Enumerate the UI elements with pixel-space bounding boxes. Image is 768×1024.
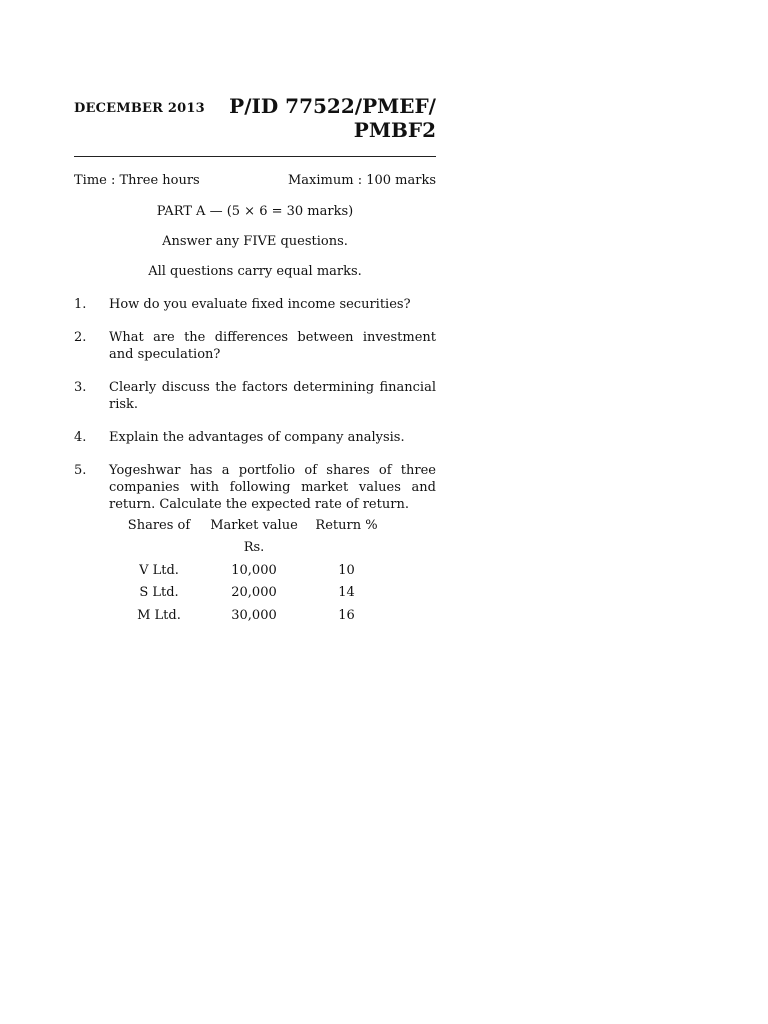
table-cell: S Ltd.	[139, 585, 179, 601]
paper-id-line-1: P/ID 77522/PMEF/	[229, 94, 436, 118]
question-item	[74, 379, 436, 413]
question-item	[74, 462, 436, 513]
table-row	[109, 582, 394, 605]
table-header-row	[109, 514, 394, 537]
question-item	[74, 296, 436, 313]
question-item	[74, 329, 436, 363]
question-text: Yogeshwar has a portfolio of shares of three companies with following market values and return. Calculate the expected rate of return.	[109, 463, 436, 512]
table-row	[109, 559, 394, 582]
exam-meta	[74, 173, 436, 188]
header-divider	[74, 156, 436, 157]
column-header-return: Return %	[315, 517, 378, 533]
column-header-market-value: Market value	[210, 517, 298, 533]
question-text: What are the differences between investment and speculation?	[109, 330, 436, 362]
instruction-marks: All questions carry equal marks.	[148, 264, 362, 279]
table-cell: 10	[338, 562, 355, 578]
question-text: Explain the advantages of company analysis.	[109, 430, 405, 445]
table-cell: M Ltd.	[137, 607, 181, 623]
portfolio-table	[109, 514, 394, 627]
question-number: 3.	[74, 380, 87, 395]
table-cell: 16	[338, 607, 355, 623]
table-cell: 20,000	[231, 585, 277, 601]
maximum-marks: Maximum : 100 marks	[287, 173, 436, 188]
part-title: PART A — (5 × 6 = 30 marks)	[156, 204, 354, 219]
exam-month: DECEMBER 2013	[74, 101, 205, 116]
question-item	[74, 429, 436, 446]
question-number: 1.	[74, 297, 87, 312]
table-cell: 14	[338, 585, 355, 601]
table-cell	[299, 537, 394, 560]
column-header-shares: Shares of	[127, 517, 191, 533]
column-subheader-currency: Rs.	[243, 540, 265, 556]
paper-id	[216, 94, 436, 142]
question-number: 5.	[74, 463, 87, 478]
paper-id-line-2: PMBF2	[353, 118, 436, 142]
question-number: 4.	[74, 430, 87, 445]
instruction-answer: Answer any FIVE questions.	[162, 234, 348, 249]
table-cell: 30,000	[231, 607, 277, 623]
table-cell	[109, 537, 209, 560]
time-allowed: Time : Three hours	[74, 173, 200, 188]
question-text: How do you evaluate fixed income securities?	[109, 297, 411, 312]
question-text: Clearly discuss the factors determining financial risk.	[109, 380, 436, 412]
table-cell: 10,000	[231, 562, 277, 578]
table-subheader-row	[109, 537, 394, 560]
table-row	[109, 604, 394, 627]
exam-header	[74, 94, 436, 148]
question-number: 2.	[74, 330, 87, 345]
table-cell: V Ltd.	[139, 562, 179, 578]
